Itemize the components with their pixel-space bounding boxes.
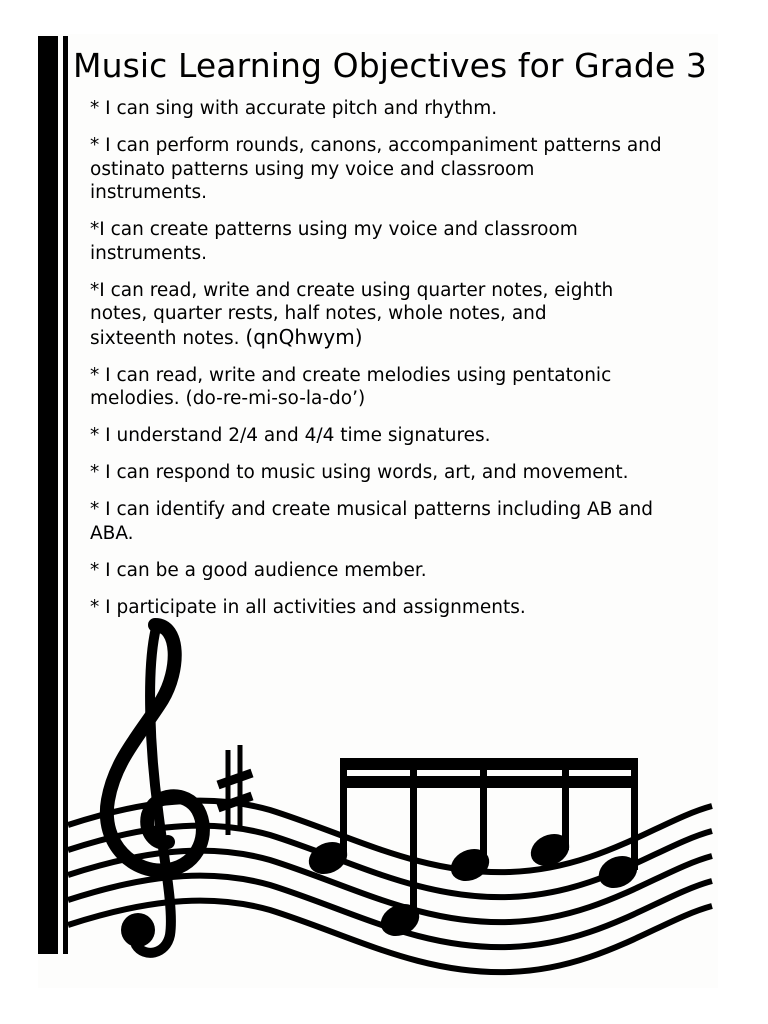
objective-line: * I can be a good audience member. [90,559,427,581]
objective-line: instruments. [90,182,207,203]
objective-item [90,364,720,411]
objective-line: * I can identify and create musical patterns including AB and [90,499,653,520]
objective-line: instruments. [90,242,207,264]
objective-item [90,134,720,205]
objective-line [90,324,720,351]
objective-line: ostinato patterns using my voice and classroom [90,158,535,180]
objective-line: * I participate in all activities and assignments. [90,596,526,618]
objective-item [90,97,720,121]
note-symbols-text: (qnQhwym) [245,324,363,349]
objective-item [90,218,720,265]
objective-line: notes, quarter rests, half notes, whole notes, and [90,303,547,324]
objectives-list [90,97,720,633]
objective-line-text: sixteenth notes. [90,327,246,349]
objective-item [90,424,720,448]
objective-line: * I can respond to music using words, art, and movement. [90,462,629,483]
objective-line: melodies. (do-re-mi-so-la-do’) [90,388,366,409]
objective-line: * I understand 2/4 and 4/4 time signatures. [90,425,491,446]
objective-line: * I can perform rounds, canons, accompaniment patterns and [90,135,662,156]
objective-line: ABA. [90,522,134,544]
music-illustration [60,610,720,990]
objective-item [90,279,720,351]
page-title: Music Learning Objectives for Grade 3 [73,46,707,85]
objective-item [90,559,720,583]
objective-line: *I can read, write and create using quarter notes, eighth [90,279,614,301]
objective-item [90,461,720,485]
objective-item [90,498,720,545]
objective-line: * I can sing with accurate pitch and rhythm. [90,98,498,119]
sharp-sign-icon [218,745,252,835]
objective-line: *I can create patterns using my voice and classroom [90,219,578,240]
left-border-thick-bar [38,36,58,954]
objective-line: * I can read, write and create melodies using pentatonic [90,364,612,386]
